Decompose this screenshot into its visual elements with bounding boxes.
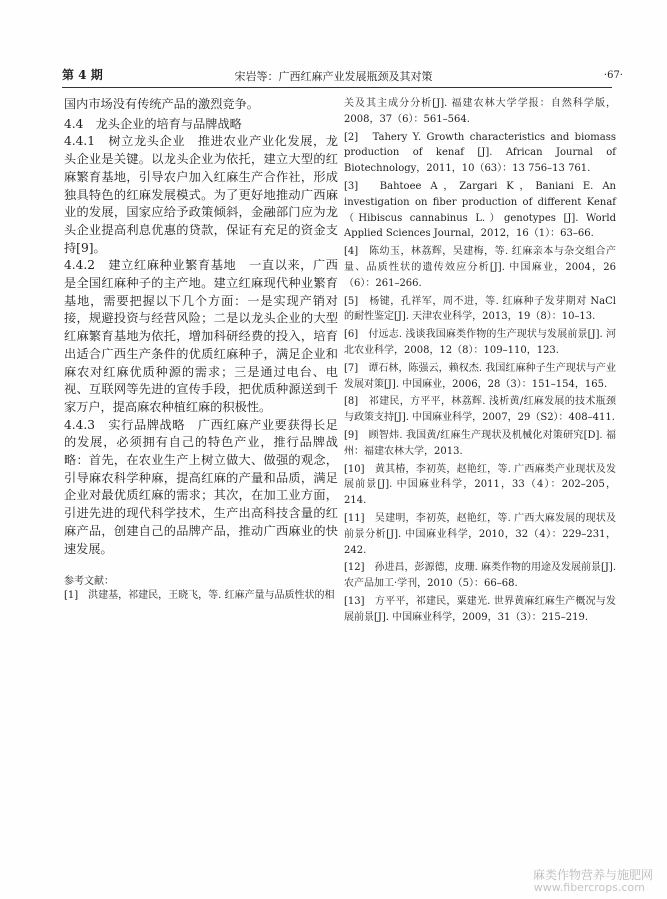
- reference-item: [2] Tahery Y. Growth characteristics and biomass production of kenaf [J]. African Journal of Biotechnology，2011，10（63）：13 756–13 761.: [344, 131, 616, 175]
- reference-item: [3] Bahtoee A，Zargari K，Baniani E. An investigation on fiber production of different Kenaf（Hibiscus cannabinus L.）genotypes [J]. World Applied Sciences Journal，2012，16（1）：63–66.: [344, 180, 616, 240]
- reference-item: [7] 谭石林，陈强云，赖权杰. 我国红麻种子生产现状与产业发展对策[J]. 中国麻业，2006，28（3）：151–154，165.: [344, 362, 616, 390]
- running-title: 宋岩等：广西红麻产业发展瓶颈及其对策: [234, 70, 433, 83]
- header-issue: 第 4 期: [62, 68, 103, 82]
- paragraph-4-4-3: 4.4.3 实行品牌战略 广西红麻产业要获得长足的发展，必须拥有自己的特色产业，推行品牌战略：首先，在农业生产上树立做大、做强的观念，引导麻农科学种麻，提高红麻的产量和品质，满足企业对最优质红麻的需求；其次，在加工业方面，引进先进的现代科学技术，生产出高科技含量的红麻产品，创建自己的品牌产品，推动广西麻业的快速发展。: [64, 417, 338, 556]
- intro-line: 国内市场没有传统产品的激烈竞争。: [64, 97, 259, 111]
- reference-item: [6] 付远志. 浅谈我国麻类作物的生产现状与发展前景[J]. 河北农业科学，2008，12（8）：109–110，123.: [344, 329, 616, 356]
- paragraph-4-4-1: 4.4.1 树立龙头企业 推进农业产业化发展，龙头企业是关键。以龙头企业为依托，建立大型的红麻繁育基地，引导农户加入红麻生产合作社，形成独具特色的红麻发展模式。为了更好地推动广西麻业的发展，国家应给予政策倾斜，金融部门应为龙头企业提高利息优惠的贷款，保证有充足的资金支持[9]。: [64, 134, 338, 255]
- header-rule: [62, 87, 612, 88]
- page-number: ·67·: [603, 70, 623, 81]
- watermark-site-name: 麻类作物营养与施肥网: [532, 868, 653, 882]
- reference-item: [13] 方平平，祁建民，粟建光. 世界黄麻红麻生产概况与发展前景[J]. 中国麻业科学，2009，31（3）：215–219.: [344, 595, 616, 623]
- reference-item: [9] 顾智炜. 我国黄/红麻生产现状及机械化对策研究[D]. 福州：福建农林大学，2013.: [344, 429, 616, 457]
- reference-item: [5] 杨键，孔祥军，周不进，等. 红麻种子发芽期对 NaCl 的耐性鉴定[J]. 天津农业科学，2013，19（8）：10–13.: [344, 295, 616, 323]
- references-title: 参考文献：: [64, 576, 114, 588]
- left-column: [64, 96, 338, 604]
- reference-item: [11] 吴建明，李初英，赵艳红，等. 广西大麻发展的现状及前景分析[J]. 中国麻业科学，2010，32（4）：229–231，242.: [344, 512, 616, 556]
- right-column: [344, 96, 616, 628]
- reference-item: [8] 祁建民，方平平，林荔辉. 浅析黄/红麻发展的技术瓶颈与政策支持[J]. 中国麻业科学，2007，29（S2）：408–411.: [344, 396, 616, 424]
- reference-item: [1] 洪建基，祁建民，王晓飞，等. 红麻产量与品质性状的相: [64, 590, 335, 602]
- watermark-url: www.fibercrops.com: [533, 881, 645, 894]
- reference-item: [4] 陈幼玉，林荔辉，吴建梅，等. 红麻亲本与杂交组合产量、品质性状的遗传效应分析[J]. 中国麻业，2004，26（6）：261–266.: [344, 246, 616, 289]
- reference-item: [10] 黄其椿，李初英，赵艳红，等. 广西麻类产业现状及发展前景[J]. 中国麻业科学，2011，33（4）：202–205，214.: [344, 463, 616, 507]
- reference-item: 关及其主成分分析[J]. 福建农林大学学报：自然科学版，2008，37（6）：561–564.: [344, 98, 616, 125]
- section-heading: 4.4 龙头企业的培育与品牌战略: [64, 116, 242, 131]
- reference-item: [12] 孙进昌，彭源德，皮珊. 麻类作物的用途及发展前景[J]. 农产品加工·学刊，2010（5）：66–68.: [344, 562, 616, 590]
- paragraph-4-4-2: 4.4.2 建立红麻种业繁育基地 一直以来，广西是全国红麻种子的主产地。建立红麻现代种业繁育基地，需要把握以下几个方面：一是实现产销对接，规避投资与经营风险；二是以龙头企业的大型红麻繁育基地为依托，增加科研经费的投入，培育出适合广西生产条件的优质红麻种子，满足企业和麻农对红麻优质种源的需求；三是通过电台、电视、互联网等先进的宣传手段，把优质种源送到千家万户，提高麻农种植红麻的积极性。: [64, 258, 338, 414]
